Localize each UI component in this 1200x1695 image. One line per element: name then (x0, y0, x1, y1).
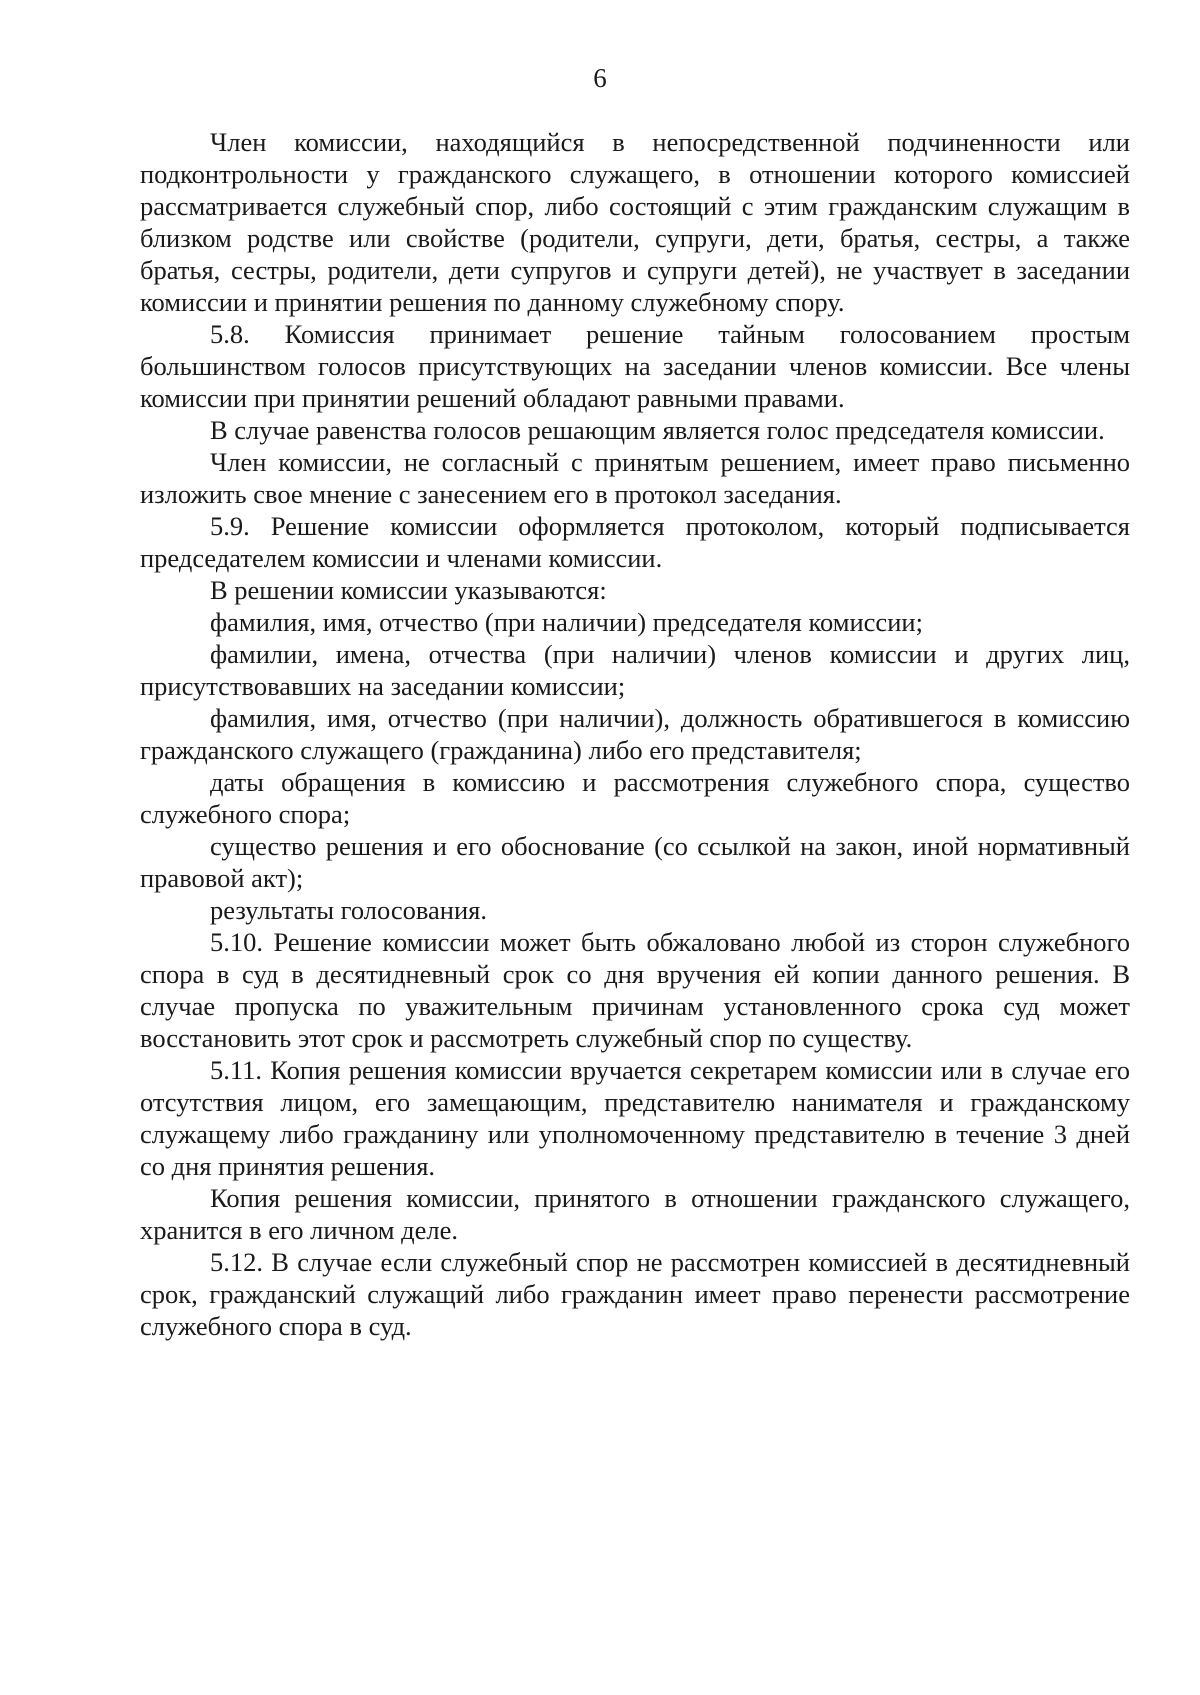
page-number: 6 (593, 63, 607, 93)
document-body (140, 126, 1130, 1342)
paragraph-5-8: 5.8. Комиссия принимает решение тайным голосованием простым большинством голосов присутствующих на заседании членов комиссии. Все члены комиссии при принятии решений обладают равными правами. (140, 319, 1130, 413)
paragraph-5-12: 5.12. В случае если служебный спор не рассмотрен комиссией в десятидневный срок, гражданский служащий либо гражданин имеет право перенести рассмотрение служебного спора в суд. (140, 1247, 1130, 1341)
paragraph-member-recusal: Член комиссии, находящийся в непосредственной подчиненности или подконтрольности у гражданского служащего, в отношении которого комиссией рассматривается служебный спор, либо состоящий с этим гражданским служащим в близком родстве или свойстве (родители, супруги, дети, братья, сестры, а также братья, сестры, родители, дети супругов и супруги детей), не участвует в заседании комиссии и принятии решения по данному служебному спору. (140, 127, 1130, 317)
list-item-substance: существо решения и его обоснование (со ссылкой на закон, иной нормативный правовой акт); (140, 831, 1130, 893)
paragraph-copy-storage: Копия решения комиссии, принятого в отношении гражданского служащего, хранится в его личном деле. (140, 1183, 1130, 1245)
paragraph-5-9: 5.9. Решение комиссии оформляется протоколом, который подписывается председателем комиссии и членами комиссии. (140, 511, 1130, 573)
paragraph-5-11: 5.11. Копия решения комиссии вручается секретарем комиссии или в случае его отсутствия лицом, его замещающим, представителю нанимателя и гражданскому служащему либо гражданину или уполномоченному представителю в течение 3 дней со дня принятия решения. (140, 1055, 1130, 1181)
paragraph-5-10: 5.10. Решение комиссии может быть обжаловано любой из сторон служебного спора в суд в десятидневный срок со дня вручения ей копии данного решения. В случае пропуска по уважительным причинам установленного срока суд может восстановить этот срок и рассмотреть служебный спор по существу. (140, 927, 1130, 1053)
list-item-applicant: фамилия, имя, отчество (при наличии), должность обратившегося в комиссию гражданского служащего (гражданина) либо его представителя; (140, 703, 1130, 765)
paragraph-dissent: Член комиссии, не согласный с принятым решением, имеет право письменно изложить свое мнение с занесением его в протокол заседания. (140, 447, 1130, 509)
paragraph-decision-contents: В решении комиссии указываются: (210, 575, 607, 605)
list-item-dates: даты обращения в комиссию и рассмотрения служебного спора, существо служебного спора; (140, 767, 1130, 829)
list-item-voting-results: результаты голосования. (210, 895, 487, 925)
list-item-chairman: фамилия, имя, отчество (при наличии) председателя комиссии; (210, 607, 923, 637)
list-item-members: фамилии, имена, отчества (при наличии) членов комиссии и других лиц, присутствовавших на заседании комиссии; (140, 639, 1130, 701)
paragraph-tie-vote: В случае равенства голосов решающим является голос председателя комиссии. (210, 415, 1105, 445)
